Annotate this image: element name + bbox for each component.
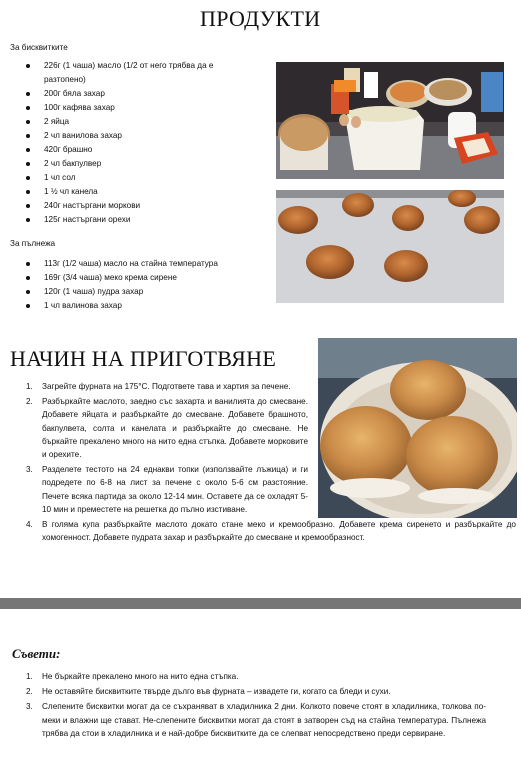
ingredient-item: 1 ½ чл канела [26, 185, 256, 199]
ingredient-item: 100г кафява захар [26, 101, 256, 115]
tip-number: 3. [26, 702, 33, 712]
ingredient-item: 2 чл ванилова захар [26, 129, 256, 143]
step-text: Разбъркайте маслото, заедно със захарта и ванилията до смесване. Добавете яйцата и разбъркайте до смесване. Добавете брашното, бакпулвета, солта и канелата и разбъркайте до смесване. Не бъркайте прекалено много на нито една стъпка. Добавете морковите и орехите. [42, 397, 308, 460]
tips-list [26, 670, 486, 742]
ingredient-item: 125г настъргани орехи [26, 213, 256, 227]
method-step [26, 395, 308, 461]
tip-text: Не оставяйте бисквитките твърде дълго във фурната – извадете ги, когато са бледи и сухи. [42, 687, 391, 697]
ingredients-photo-drawing [276, 62, 504, 179]
ingredient-item: 120г (1 чаша) пудра захар [26, 285, 256, 299]
dough-balls-photo [276, 190, 504, 303]
ingredient-item: 240г настъргани моркови [26, 199, 256, 213]
tip-number: 1. [26, 672, 33, 681]
filling-section-label: За пълнежа [10, 239, 56, 248]
products-title: ПРОДУКТИ [200, 6, 321, 31]
method-steps-list [26, 380, 516, 546]
method-step [26, 463, 308, 516]
biscuits-section-label: За бисквитките [10, 43, 68, 52]
ingredient-item: 169г (3/4 чаша) меко крема сирене [26, 271, 256, 285]
biscuit-ingredients-list [26, 59, 256, 227]
tip-item [26, 670, 486, 683]
ingredient-item: 1 чл сол [26, 171, 256, 185]
tips-title: Съвети: [12, 646, 61, 661]
tip-item [26, 700, 486, 740]
ingredient-item: 226г (1 чаша) масло (1/2 от него трябва да е разтопено) [26, 59, 256, 87]
step-text: Загрейте фурната на 175°C. Подгответе тава и хартия за печене. [42, 382, 291, 391]
tip-text: Не бъркайте прекалено много на нито една стъпка. [42, 672, 239, 681]
ingredient-item: 420г брашно [26, 143, 256, 157]
step-text: В голяма купа разбъркайте маслото докато стане меко и кремообразно. Добавете крема сиренето и разбъркайте до хомогенност. Добавете пудрата захар и разбъркайте до смесване и кремообразност. [42, 520, 516, 543]
method-step [26, 380, 308, 393]
section-divider [0, 598, 521, 609]
ingredient-item: 113г (1/2 чаша) масло на стайна температура [26, 257, 256, 271]
ingredient-item: 1 чл валинова захар [26, 299, 256, 313]
ingredient-item: 200г бяла захар [26, 87, 256, 101]
step-number: 3. [26, 465, 33, 475]
step-text: Разделете тестото на 24 еднакви топки (използвайте лъжица) и ги подредете по 6-8 на лист за печене с около 5-6 см разстояние. Печете всяка партида за около 12-14 мин. Оставете да се охладят 5-10 мин и преместете на решетка до пълно изстиване. [42, 465, 308, 514]
method-title: НАЧИН НА ПРИГОТВЯНЕ [10, 346, 277, 371]
step-number: 1. [26, 382, 33, 391]
dough-balls-drawing [276, 190, 504, 303]
tip-text: Слепените бисквитки могат да се съхраняват в хладилника 2 дни. Колкото повече стоят в хладилника, толкова по-меки и влажни ще стават. Не-слепените бисквитки могат да стоят в затворен съд на стайна температура. Пълнежа трябва да стои в хладилника и е най-добре бисквитките да се слепват непосредствено преди сервиране. [42, 702, 486, 738]
ingredients-photo [276, 62, 504, 179]
filling-ingredients-list [26, 257, 256, 313]
ingredient-item: 2 чл бакпулвер [26, 157, 256, 171]
step-number: 2. [26, 397, 33, 407]
tip-item [26, 685, 486, 698]
method-step [26, 518, 516, 544]
step-number: 4. [26, 520, 33, 530]
tip-number: 2. [26, 687, 33, 697]
ingredient-item: 2 яйца [26, 115, 256, 129]
